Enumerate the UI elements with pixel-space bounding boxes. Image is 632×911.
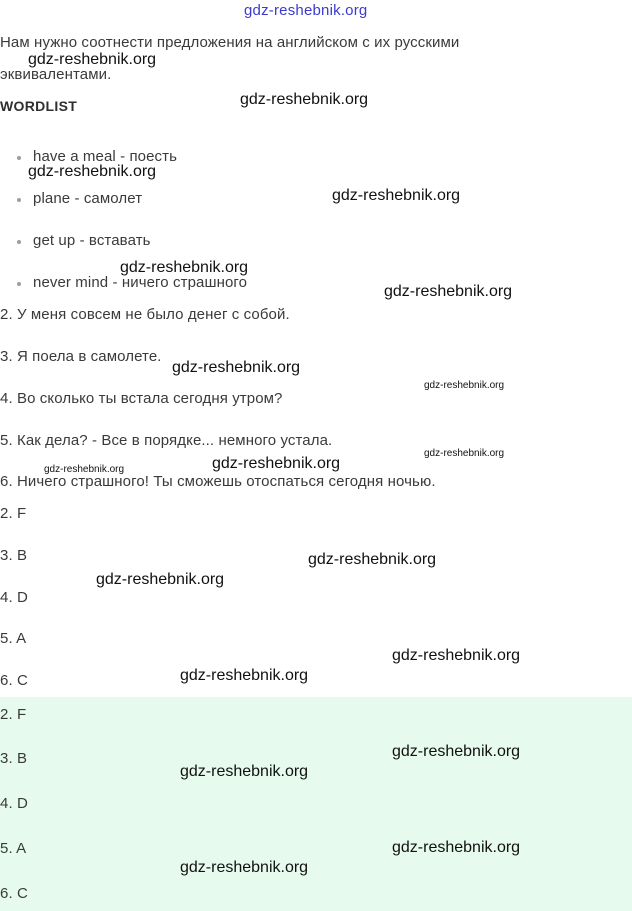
intro-line-2: эквивалентами. <box>0 66 112 83</box>
sentence-item: 2. У меня совсем не было денег с собой. <box>0 306 290 323</box>
answer-item: 5. A <box>0 630 27 647</box>
answer-item: 4. D <box>0 589 28 606</box>
highlighted-answer-block <box>0 697 632 911</box>
highlighted-answer-item: 6. C <box>0 885 28 902</box>
bullet-icon <box>17 240 21 244</box>
watermark-text: gdz-reshebnik.org <box>180 667 309 684</box>
watermark-text: gdz-reshebnik.org <box>308 551 437 568</box>
wordlist-item: never mind - ничего страшного <box>33 274 248 291</box>
sentence-item: 5. Как дела? - Все в порядке... немного устала. <box>0 432 333 449</box>
watermark-text: gdz-reshebnik.org <box>392 839 521 856</box>
watermark-text: gdz-reshebnik.org <box>392 647 521 664</box>
watermark-text: gdz-reshebnik.org <box>172 359 301 376</box>
watermark-text: gdz-reshebnik.org <box>96 571 225 588</box>
top-watermark: gdz-reshebnik.org <box>244 2 368 19</box>
watermark-text: gdz-reshebnik.org <box>120 259 249 276</box>
bullet-icon <box>17 156 21 160</box>
watermark-text: gdz-reshebnik.org <box>384 283 513 300</box>
highlighted-answer-item: 2. F <box>0 706 27 723</box>
wordlist-item: have a meal - поесть <box>33 148 178 165</box>
watermark-text: gdz-reshebnik.org <box>180 859 309 876</box>
sentence-item: 3. Я поела в самолете. <box>0 348 162 365</box>
answer-item: 3. B <box>0 547 28 564</box>
watermark-text: gdz-reshebnik.org <box>240 91 369 108</box>
watermark-text: gdz-reshebnik.org <box>44 464 125 475</box>
sentence-item: 4. Во сколько ты встала сегодня утром? <box>0 390 283 407</box>
sentence-item: 6. Ничего страшного! Ты сможешь отоспаться сегодня ночью. <box>0 473 436 490</box>
intro-line-1: Нам нужно соотнести предложения на английском с их русскими <box>0 34 460 51</box>
watermark-text: gdz-reshebnik.org <box>28 163 157 180</box>
highlighted-answer-item: 5. A <box>0 840 27 857</box>
wordlist-item: get up - вставать <box>33 232 151 249</box>
answer-item: 2. F <box>0 505 27 522</box>
watermark-text: gdz-reshebnik.org <box>424 380 505 391</box>
watermark-text: gdz-reshebnik.org <box>424 448 505 459</box>
watermark-text: gdz-reshebnik.org <box>212 455 341 472</box>
wordlist-item: plane - самолет <box>33 190 143 207</box>
watermark-text: gdz-reshebnik.org <box>180 763 309 780</box>
watermark-text: gdz-reshebnik.org <box>28 51 157 68</box>
watermark-text: gdz-reshebnik.org <box>332 187 461 204</box>
answer-item: 6. C <box>0 672 28 689</box>
bullet-icon <box>17 282 21 286</box>
highlighted-answer-item: 3. B <box>0 750 28 767</box>
highlighted-answer-item: 4. D <box>0 795 28 812</box>
watermark-text: gdz-reshebnik.org <box>392 743 521 760</box>
wordlist-heading: WORDLIST <box>0 98 78 114</box>
bullet-icon <box>17 198 21 202</box>
